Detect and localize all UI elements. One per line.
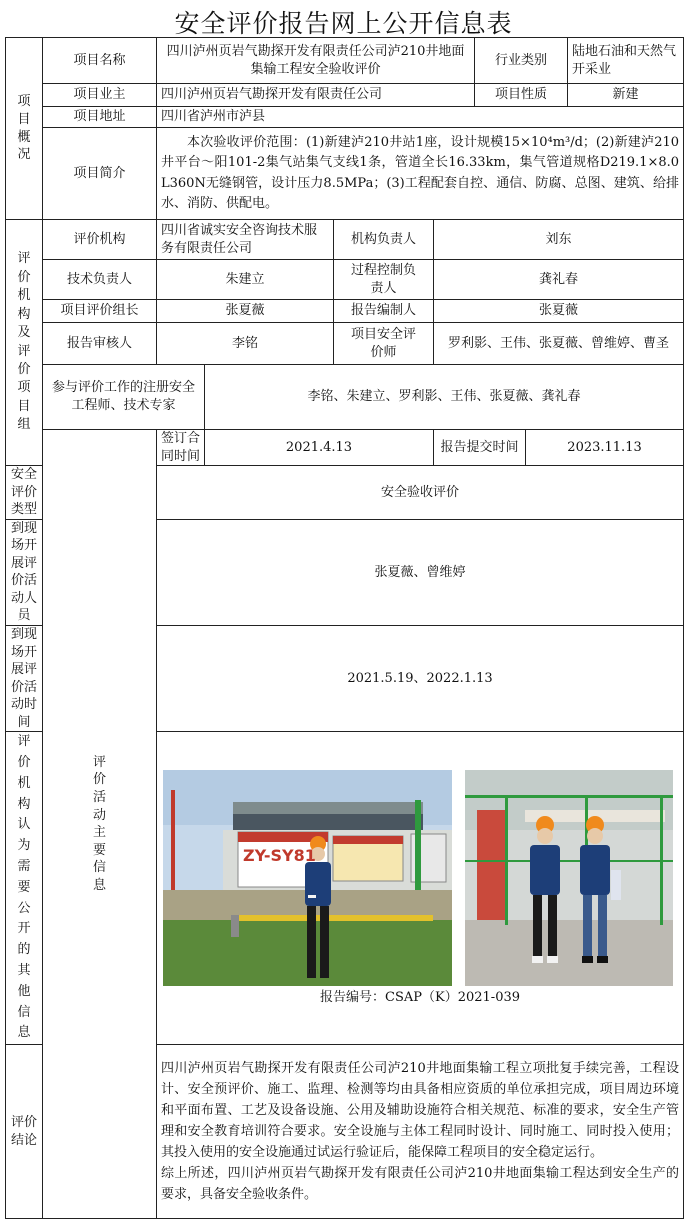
experts-value: 李铭、朱建立、罗利影、王伟、张夏薇、龚礼春 xyxy=(205,365,684,430)
section-overview: 项 目 概 况 xyxy=(6,38,43,220)
report-writer-value: 张夏薇 xyxy=(434,300,684,323)
project-nature-value: 新建 xyxy=(612,87,639,103)
submit-date-value: 2023.11.13 xyxy=(526,430,684,466)
site-time-value: 2021.5.19、2022.1.13 xyxy=(157,626,684,732)
project-intro-label: 项目简介 xyxy=(43,128,157,220)
site-photos xyxy=(157,770,683,986)
info-table xyxy=(5,37,684,1219)
section-activity: 评 价 活 动 主 要 信 息 xyxy=(43,430,157,1219)
report-reviewer-value: 李铭 xyxy=(157,323,334,365)
section-agency: 评 价 机 构 及 评 价 项 目 组 xyxy=(6,220,43,466)
assessor-value: 罗利影、王伟、张夏薇、曾维婷、曹圣 xyxy=(434,323,684,365)
site-sign-text: ZY-SY81 xyxy=(243,846,316,865)
contract-date-label: 签订合同时间 xyxy=(157,430,205,466)
report-reviewer-label: 报告审核人 xyxy=(43,323,157,365)
conclusion-label: 评价结论 xyxy=(6,1045,43,1219)
agency-head-value: 刘东 xyxy=(434,220,684,260)
report-number: 报告编号：CSAP（K）2021-039 xyxy=(320,990,521,1005)
agency-head-label: 机构负责人 xyxy=(334,220,434,260)
project-owner-label: 项目业主 xyxy=(43,84,157,107)
project-owner-value: 四川泸州页岩气勘探开发有限责任公司 xyxy=(157,84,475,107)
site-photo-2 xyxy=(465,770,673,986)
conclusion-paragraph-2: 综上所述，四川泸州页岩气勘探开发有限责任公司泸210井地面集输工程达到安全生产的要求，具备安全验收条件。 xyxy=(161,1166,680,1203)
experts-label: 参与评价工作的注册安全工程师、技术专家 xyxy=(43,365,205,430)
team-leader-label: 项目评价组长 xyxy=(43,300,157,323)
conclusion-paragraph-1: 四川泸州页岩气勘探开发有限责任公司泸210井地面集输工程立项批复手续完善，工程设计、安全预评价、施工、监理、检测等均由具备相应资质的单位承担完成，项目周边环境和平面布置、工艺及设备设施、公用及辅助设施符合相关规范、标准的要求，安全生产管理和安全教育培训符合要求。安全设施与主体工程同时设计、同时施工、同时投入使用；其投入使用的安全设施通过试运行验证后，能保障工程项目的安全稳定运行。 xyxy=(161,1061,680,1161)
site-staff-value: 张夏薇、曾维婷 xyxy=(157,519,684,625)
process-control-value: 龚礼春 xyxy=(434,260,684,300)
project-address-value: 四川省泸州市泸县 xyxy=(157,107,684,128)
tech-head-value: 朱建立 xyxy=(157,260,334,300)
evaluation-type-value: 安全验收评价 xyxy=(157,466,684,520)
report-writer-label: 报告编制人 xyxy=(334,300,434,323)
contract-date-value: 2021.4.13 xyxy=(205,430,434,466)
process-control-label: 过程控制负责人 xyxy=(334,260,434,300)
agency-value: 四川省诚实安全咨询技术服务有限责任公司 xyxy=(157,220,334,260)
tech-head-label: 技术负责人 xyxy=(43,260,157,300)
industry-value: 陆地石油和天然气开采业 xyxy=(572,43,677,77)
public-info-label: 评价机构认为需要公开的其他信息 xyxy=(6,732,43,1045)
project-nature-label: 项目性质 xyxy=(475,84,568,106)
site-time-label: 到现场开展评价活动时间 xyxy=(6,626,43,732)
site-staff-label: 到现场开展评价活动人员 xyxy=(6,519,43,625)
site-photo-1 xyxy=(163,770,452,986)
assessor-label: 项目安全评价师 xyxy=(334,323,434,365)
industry-label: 行业类别 xyxy=(475,38,568,83)
page-title: 安全评价报告网上公开信息表 xyxy=(174,9,513,38)
project-intro-value: 本次验收评价范围：(1)新建泸210井站1座，设计规模15×10⁴m³/d；(2)新建泸210井平台～阳101-2集气站集气支线1条，管道全长16.33km，集气管道规格D219.1×8.0 L360N无缝钢管，设计压力8.5MPa；(3)工程配套自控、通信、防腐、总图、建筑、给排水、消防、供配电。 xyxy=(157,128,684,220)
project-address-label: 项目地址 xyxy=(43,107,157,128)
project-name-value: 四川泸州页岩气勘探开发有限责任公司泸210井地面集输工程安全验收评价 xyxy=(157,38,475,84)
submit-date-label: 报告提交时间 xyxy=(434,430,526,466)
evaluation-type-label: 安全评价类型 xyxy=(6,466,43,520)
project-name-label: 项目名称 xyxy=(43,38,157,84)
team-leader-value: 张夏薇 xyxy=(157,300,334,323)
agency-label: 评价机构 xyxy=(43,220,157,260)
